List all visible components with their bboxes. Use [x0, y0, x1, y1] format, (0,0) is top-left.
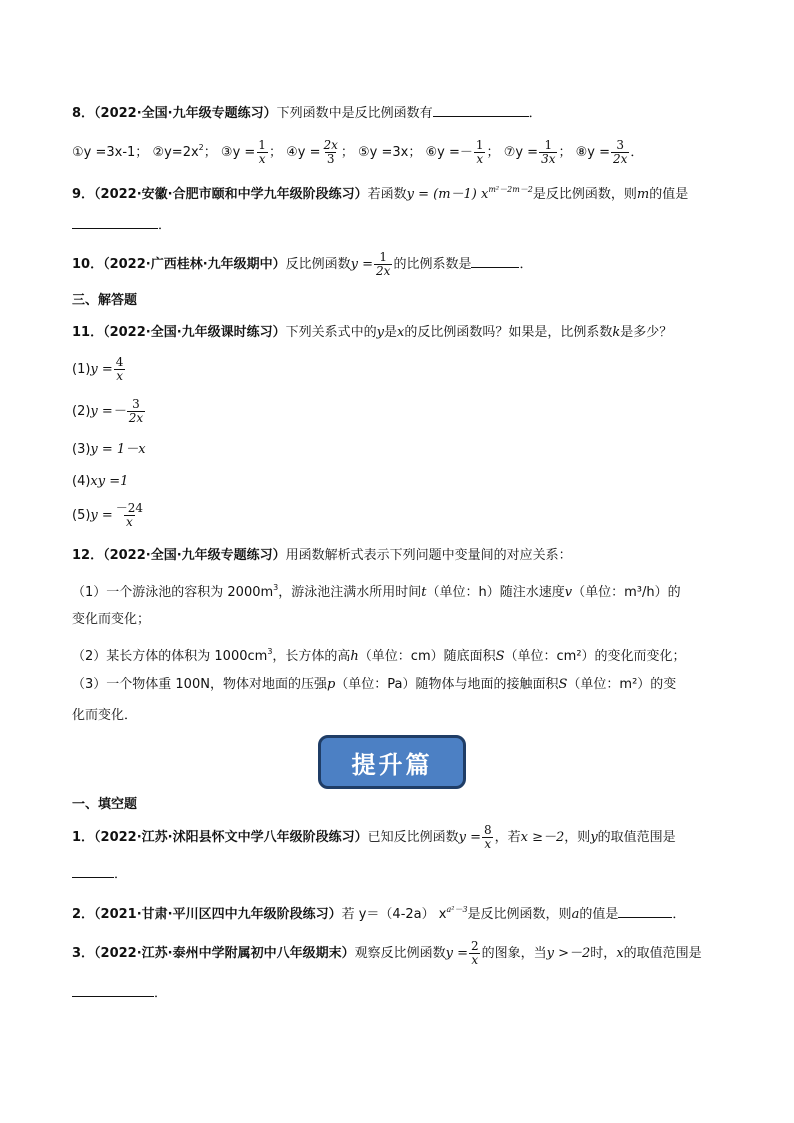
formula: 若 y＝（4-2a） x: [341, 907, 447, 922]
period: ．: [154, 986, 168, 1001]
option-5: ⑤y =3x；: [358, 145, 422, 160]
question-number: 1．: [72, 830, 95, 845]
option-6: ⑥y =－ $\frac{1}{x}$ ；: [425, 138, 500, 166]
fraction: $\frac{1}{3x}$: [541, 138, 556, 166]
formula: y =: [90, 508, 113, 523]
fraction: $\frac{4}{x}$: [115, 355, 124, 383]
formula: y =: [90, 362, 113, 377]
question-text: 是: [384, 325, 398, 340]
q12-part-3-cont: 化而变化．: [72, 708, 138, 723]
sub-item-4: [72, 472, 128, 492]
question-number: 12．: [72, 548, 104, 563]
question-number: 8．: [72, 106, 95, 121]
sub-item-2: [72, 396, 146, 428]
question-source: （2022·江苏·沭阳县怀文中学八年级阶段练习）: [94, 830, 368, 845]
question-text: 的值是: [649, 187, 689, 202]
item-label: (4): [72, 474, 91, 489]
answer-blank[interactable]: [433, 102, 529, 117]
formula: xy =1: [90, 474, 129, 489]
section-heading: 一、填空题: [72, 797, 138, 812]
option-1: ①y =3x-1；: [72, 145, 149, 160]
formula: y =: [445, 946, 468, 961]
question-source: （2022·全国·九年级专题练习）: [94, 106, 277, 121]
question-text: 若函数: [367, 187, 407, 202]
q12-part-2: （2）某长方体的体积为 $1000cm^3$，长方体的高h（单位：cm）随底面积S（单位：cm²）的变化而变化；: [72, 647, 686, 664]
answer-blank[interactable]: [72, 982, 154, 997]
sub-item-3: [72, 440, 146, 460]
exponent: m²－2m－2: [488, 185, 533, 194]
question-source: （2022·广西桂林·九年级期中）: [103, 257, 286, 272]
exercise-1: 1．（2022·江苏·沭阳县怀文中学八年级阶段练习）已知反比例函数y = $\frac{8}{x}$ ，若x ≥－2，则y的取值范围是: [72, 823, 676, 851]
question-source: （2021·甘肃·平川区四中九年级阶段练习）: [94, 907, 342, 922]
formula: y =: [350, 257, 374, 272]
item-label: (3): [72, 442, 91, 457]
variable: m: [636, 187, 650, 202]
question-9-answer: [72, 214, 171, 236]
question-9: [72, 180, 688, 205]
q12-part-3: （3）一个物体重 100N，物体对地面的压强p（单位：Pa）随物体与地面的接触面积S（单位：m²）的变: [72, 677, 677, 692]
fraction: $\frac{8}{x}$: [484, 823, 492, 851]
fraction: $\frac{1}{2x}$: [376, 250, 391, 278]
item-label: (2): [72, 404, 91, 419]
item-label: (5): [72, 508, 91, 523]
exercise-3-answer: [72, 982, 167, 1004]
q12-part-1: （1）一个游泳池的容积为 $2000m^3$，游泳池注满水所用时间t（单位：h）随注水速度v（单位：m³/h）的: [72, 583, 681, 600]
exponent: a²－3: [446, 905, 468, 914]
option-7: ⑦y = $\frac{1}{3x}$ ；: [503, 138, 572, 166]
variable: y: [590, 830, 598, 845]
period: ．: [114, 867, 128, 882]
question-text: 用函数解析式表示下列问题中变量间的对应关系：: [285, 548, 572, 563]
question-source: （2022·全国·九年级专题练习）: [103, 548, 286, 563]
period: ．: [158, 218, 172, 233]
condition: x ≥－2: [520, 830, 565, 845]
question-number: 2．: [72, 907, 95, 922]
question-text: 是多少？: [620, 325, 673, 340]
period: ．: [528, 106, 542, 121]
fraction: $\frac{3}{2x}$: [128, 397, 144, 425]
option-8: ⑧y = $\frac{3}{2x}$ ．: [575, 138, 644, 166]
variable: S: [495, 649, 505, 664]
option-4: ④y = $\frac{2x}{3}$ ；: [286, 138, 354, 166]
fraction: $\frac{-24}{x}$: [115, 501, 144, 529]
section-banner: [318, 735, 466, 789]
variable: k: [612, 325, 621, 340]
condition: y >－2: [546, 946, 591, 961]
answer-blank[interactable]: [618, 903, 672, 918]
question-12: [72, 546, 572, 566]
variable: x: [616, 946, 624, 961]
variable: y: [376, 325, 385, 340]
period: ．: [672, 907, 686, 922]
exercise-3: 3．（2022·江苏·泰州中学附属初中八年级期末）观察反比例函数y = $\frac{2}{x}$ 的图象，当y >－2时，x的取值范围是: [72, 939, 702, 967]
answer-blank[interactable]: [471, 253, 519, 268]
question-text: 的比例系数是: [393, 257, 472, 272]
question-text: 已知反比例函数: [367, 830, 459, 845]
formula: y =: [458, 830, 481, 845]
question-source: （2022·江苏·泰州中学附属初中八年级期末）: [94, 946, 355, 961]
option-2: $②y=2x^2$；: [152, 143, 217, 160]
question-source: （2022·安徽·合肥市颐和中学九年级阶段练习）: [94, 187, 368, 202]
variable: S: [558, 677, 568, 692]
question-text: 反比例函数: [285, 257, 351, 272]
question-text: 下列关系式中的: [285, 325, 377, 340]
sub-item-5: [72, 500, 146, 532]
sub-item-1: [72, 354, 126, 386]
question-number: 10．: [72, 257, 104, 272]
formula: y = (m－1) x: [406, 187, 489, 202]
answer-blank[interactable]: [72, 214, 158, 229]
formula: y = 1－x: [90, 442, 146, 457]
section-heading: 三、解答题: [72, 293, 138, 308]
question-number: 9．: [72, 187, 95, 202]
fraction: $\frac{2x}{3}$: [323, 138, 338, 166]
fraction: $\frac{2}{x}$: [471, 939, 479, 967]
period: ．: [519, 257, 533, 272]
banner-title: 提升篇: [351, 749, 433, 779]
variable: a: [571, 907, 580, 922]
question-11: [72, 323, 672, 343]
variable: t: [421, 585, 427, 600]
question-text: 观察反比例函数: [354, 946, 446, 961]
variable: p: [326, 677, 336, 692]
variable: x: [397, 325, 405, 340]
fraction: $\frac{3}{2x}$: [613, 138, 628, 166]
question-text: 是反比例函数，则: [532, 187, 637, 202]
item-label: (1): [72, 362, 91, 377]
q12-part-1-cont: 变化而变化；: [72, 612, 151, 627]
variable: v: [564, 585, 573, 600]
question-text: 的反比例函数吗？如果是，比例系数: [404, 325, 613, 340]
question-number: 3．: [72, 946, 95, 961]
exercise-1-answer: [72, 863, 127, 885]
question-source: （2022·全国·九年级课时练习）: [103, 325, 286, 340]
fraction: $\frac{1}{x}$: [475, 138, 484, 166]
formula: y =－: [90, 404, 126, 419]
question-10: [72, 250, 532, 280]
question-text: 下列函数中是反比例函数有: [276, 106, 433, 121]
question-number: 11．: [72, 325, 104, 340]
exercise-2: 2．（2021·甘肃·平川区四中九年级阶段练习）若 y＝（4-2a） $x^{a^2-3}$是反比例函数，则a的值是 ．: [72, 905, 686, 922]
question-8-options: [72, 133, 643, 168]
answer-blank[interactable]: [72, 863, 114, 878]
option-3: ③y = $\frac{1}{x}$ ；: [220, 138, 282, 166]
question-8: [72, 102, 542, 124]
fraction: $\frac{1}{x}$: [258, 138, 266, 166]
variable: h: [350, 649, 359, 664]
